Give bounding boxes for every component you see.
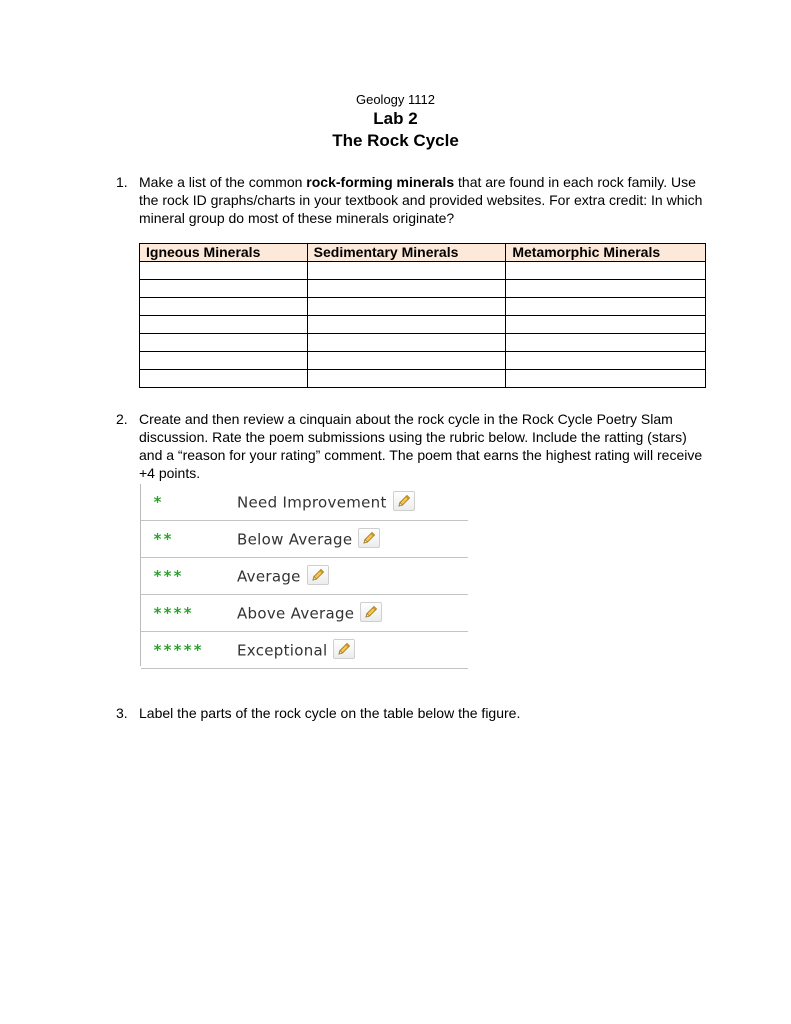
- igneous-cell[interactable]: [140, 298, 308, 316]
- minerals-table: [139, 243, 706, 388]
- rating-label: [237, 530, 380, 550]
- question-3-number: 3.: [116, 705, 128, 721]
- rubric-row-below-average: [141, 521, 468, 558]
- rubric-row-above-average: [141, 595, 468, 632]
- pencil-icon: [397, 494, 411, 508]
- header-igneous: Igneous Minerals: [140, 244, 308, 262]
- rating-label: [237, 493, 415, 513]
- rating-label: [237, 567, 329, 587]
- igneous-cell[interactable]: [140, 352, 308, 370]
- igneous-cell[interactable]: [140, 280, 308, 298]
- question-1-keyword: rock-forming minerals: [306, 174, 455, 190]
- question-1-text-end: that are found in each rock family. Use the rock ID graphs/charts in your textbook and provided websites. For extra credit: In which mineral group do most of these minerals originate?: [139, 174, 703, 226]
- sedimentary-cell[interactable]: [307, 298, 506, 316]
- igneous-cell[interactable]: [140, 262, 308, 280]
- question-3: [116, 704, 706, 722]
- rating-label-text: Average: [237, 567, 301, 586]
- rating-label-text: Above Average: [237, 604, 355, 623]
- rating-stars: *****: [153, 641, 204, 659]
- edit-button[interactable]: [358, 528, 380, 548]
- question-1-text-start: Make a list of the common: [139, 174, 307, 190]
- page-title: The Rock Cycle: [332, 131, 459, 150]
- table-header-row: [140, 244, 706, 262]
- table-row: [140, 370, 706, 388]
- sedimentary-cell[interactable]: [307, 334, 506, 352]
- header-sedimentary: Sedimentary Minerals: [307, 244, 506, 262]
- header-metamorphic: Metamorphic Minerals: [506, 244, 706, 262]
- question-2-text: Create and then review a cinquain about the rock cycle in the Rock Cycle Poetry Slam discussion. Rate the poem submissions using the rubric below. Include the ratting (stars) and a “reason for your rating” comment. The poem that earns the highest rating will receive +4 points.: [139, 411, 703, 481]
- rating-rubric: [140, 484, 468, 666]
- rating-stars: **: [153, 530, 174, 548]
- table-row: [140, 298, 706, 316]
- course-name: Geology 1112: [355, 92, 436, 107]
- pencil-icon: [337, 642, 351, 656]
- question-1: [116, 173, 706, 227]
- question-1-text: [139, 173, 706, 227]
- metamorphic-cell[interactable]: [506, 334, 706, 352]
- metamorphic-cell[interactable]: [506, 352, 706, 370]
- pencil-icon: [362, 531, 376, 545]
- rating-label: [237, 604, 382, 624]
- sedimentary-cell[interactable]: [307, 316, 506, 334]
- rubric-row-exceptional: [141, 632, 468, 669]
- table-row: [140, 262, 706, 280]
- pencil-icon: [364, 605, 378, 619]
- metamorphic-cell[interactable]: [506, 370, 706, 388]
- metamorphic-cell[interactable]: [506, 262, 706, 280]
- igneous-cell[interactable]: [140, 316, 308, 334]
- metamorphic-cell[interactable]: [506, 298, 706, 316]
- table-row: [140, 334, 706, 352]
- rating-stars: ***: [153, 567, 184, 585]
- rating-label-text: Need Improvement: [237, 493, 387, 512]
- lab-number: Lab 2: [373, 109, 418, 128]
- edit-button[interactable]: [393, 491, 415, 511]
- sedimentary-cell[interactable]: [307, 280, 506, 298]
- edit-button[interactable]: [360, 602, 382, 622]
- sedimentary-cell[interactable]: [307, 352, 506, 370]
- question-2-number: 2.: [116, 411, 128, 427]
- rating-stars: ****: [153, 604, 194, 622]
- rating-label-text: Below Average: [237, 530, 353, 549]
- table-row: [140, 352, 706, 370]
- rubric-row-average: [141, 558, 468, 595]
- sedimentary-cell[interactable]: [307, 262, 506, 280]
- question-2: [116, 410, 706, 482]
- metamorphic-cell[interactable]: [506, 316, 706, 334]
- rating-label: [237, 641, 355, 661]
- table-row: [140, 280, 706, 298]
- rating-label-text: Exceptional: [237, 641, 328, 660]
- metamorphic-cell[interactable]: [506, 280, 706, 298]
- igneous-cell[interactable]: [140, 334, 308, 352]
- igneous-cell[interactable]: [140, 370, 308, 388]
- pencil-icon: [311, 568, 325, 582]
- edit-button[interactable]: [307, 565, 329, 585]
- question-1-number: 1.: [116, 174, 128, 190]
- edit-button[interactable]: [333, 639, 355, 659]
- sedimentary-cell[interactable]: [307, 370, 506, 388]
- rating-stars: *: [153, 493, 164, 511]
- table-row: [140, 316, 706, 334]
- question-3-text: Label the parts of the rock cycle on the table below the figure.: [139, 705, 521, 721]
- rubric-row-need-improvement: [141, 484, 468, 521]
